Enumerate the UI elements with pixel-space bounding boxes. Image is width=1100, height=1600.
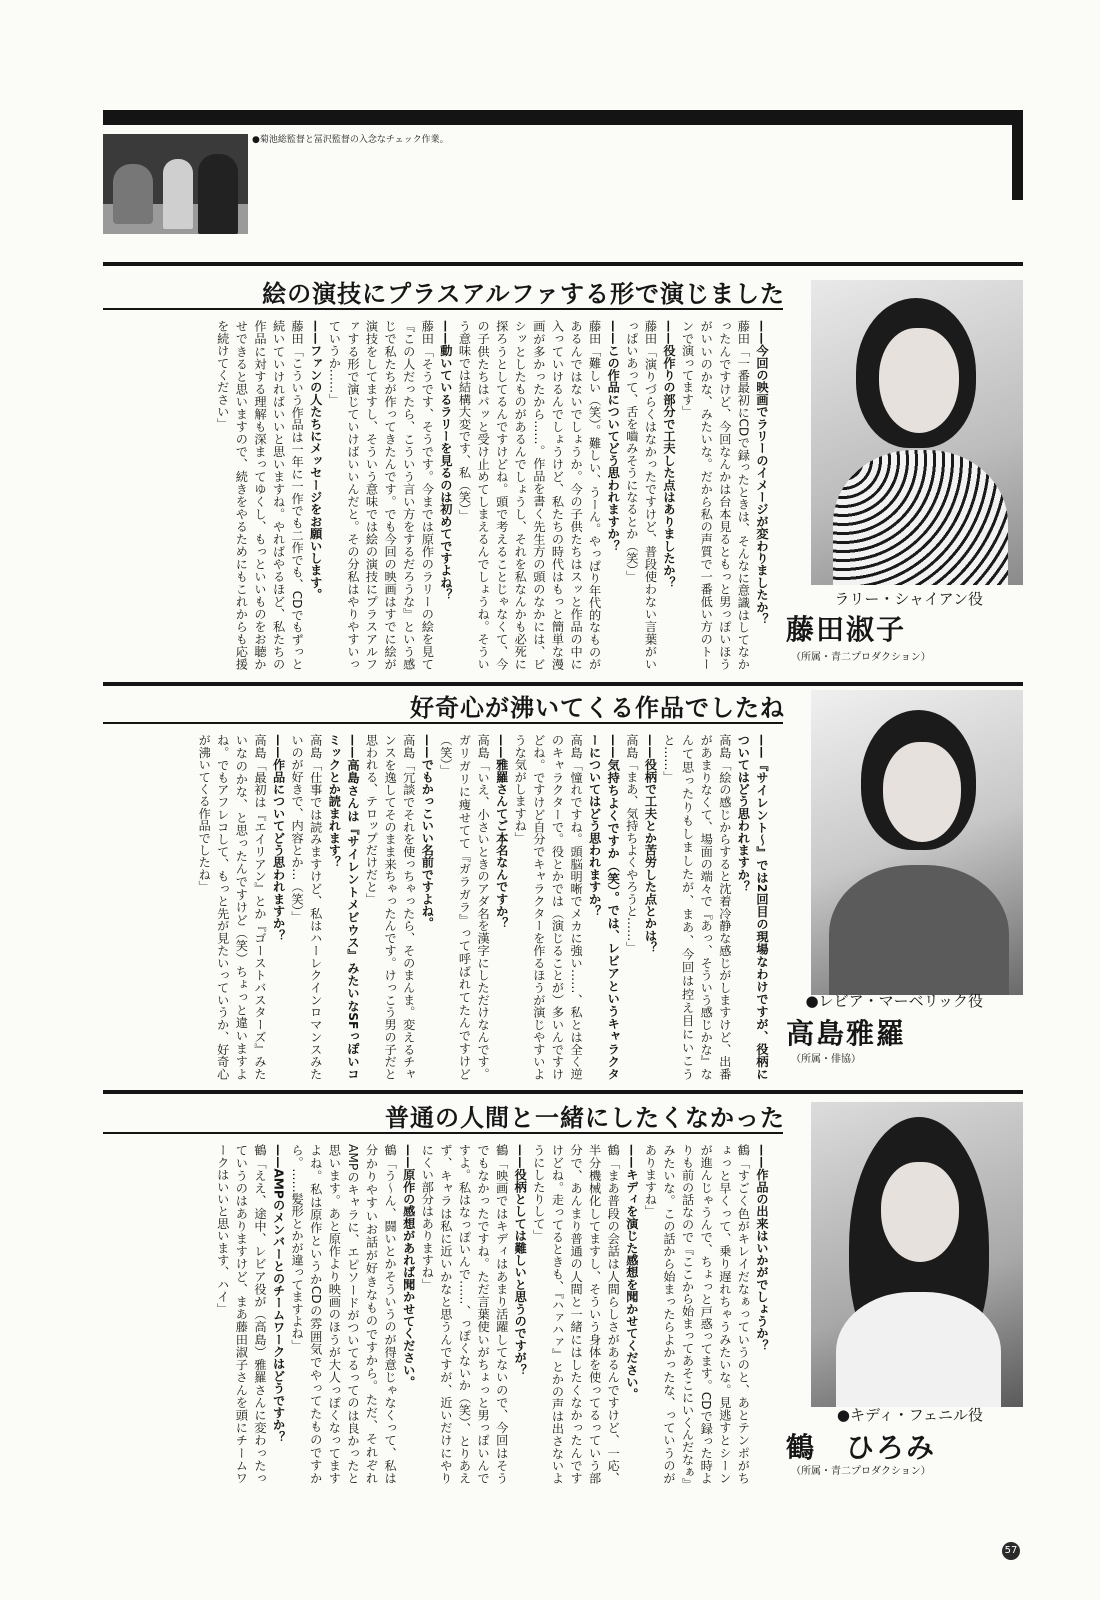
interview-answer: 高島「冗談でそれを使っちゃったら、そのまんま。変えるチャンスを逸してそのまま来ちゃったんです。けっこう男の子だと思われる、テロップだけだと」 bbox=[364, 734, 416, 1080]
interview-question: ——気持ちよくですか（笑）。では、レビアというキャラクターについてはどう思われますか？ bbox=[587, 734, 621, 1080]
actor-name: 藤田淑子 bbox=[786, 613, 907, 646]
interview-question: ——ファンの人たちにメッセージをお願いします。 bbox=[308, 320, 323, 601]
interview-question: ——この作品についてどう思われますか？ bbox=[606, 320, 621, 552]
role-label: ●キディ・フェニル役 bbox=[836, 1406, 983, 1424]
interview-text bbox=[103, 320, 771, 670]
portrait-photo bbox=[811, 280, 1023, 585]
section-title: 絵の演技にプラスアルファする形で演じました bbox=[262, 280, 785, 308]
top-rule-end bbox=[1012, 110, 1023, 200]
title-underline bbox=[103, 722, 783, 724]
interview-answer: 藤田「そうです、そうです。今までは原作のラリーの絵を見て『この人だったら、こういう言い方をするだろうな』という感じで私たちが作ってきたんです。でも今回の映画はすでに絵が演技をしてますし、そういう意味では絵の演技にプラスアルファする形で演じていけばいいんだと。その分私はやりやすいっていうか……」 bbox=[327, 320, 435, 670]
interview-answer: 高島「憧れですね。頭脳明晰でメカに強い……、私とは全く逆のキャラクターで。役とかでは（演じることが）多いんですけどね。ですけど自分でキャラクターを作るほうが演じやすいような気がしますね」 bbox=[513, 734, 584, 1080]
interview-question: ——でもかっこいい名前ですよね。 bbox=[420, 734, 435, 930]
section-title: 好奇心が沸いてくる作品でしたね bbox=[410, 694, 785, 722]
role-label: ●レビア・マーベリック役 bbox=[805, 992, 983, 1010]
interview-question: ——『サイレント〜』では2回目の現場なわけですが、役柄についてはどう思われますか？ bbox=[736, 734, 769, 1080]
interview-answer: 鶴「ええ、途中、レビア役が（高島）雅羅さんに変わったっていうのはありますけど、まあ藤田淑子さんを頭にチームワークはいいと思います、ハイ」 bbox=[215, 1144, 267, 1484]
page-number: 57 bbox=[1002, 1542, 1020, 1560]
title-underline bbox=[103, 1132, 783, 1134]
interview-question: ——今回の映画でラリーのイメージが変わりましたか？ bbox=[755, 320, 769, 625]
section-rule bbox=[103, 682, 1023, 686]
interview-question: ——キディを演じた感想を聞かせてください。 bbox=[624, 1144, 639, 1401]
interview-question: ——高島さんは『サイレントメビウス』みたいなSFっぽいコミックとか読まれます？ bbox=[327, 734, 360, 1080]
interview-section-fujita bbox=[103, 262, 1023, 677]
actor-name: 高島雅羅 bbox=[786, 1017, 907, 1050]
section-rule bbox=[103, 262, 1023, 266]
interview-question: ——AMPのメンバーとのチームワークはどうですか？ bbox=[271, 1144, 286, 1443]
actor-name: 鶴 ひろみ bbox=[786, 1431, 937, 1464]
top-rule bbox=[103, 110, 1023, 125]
interview-answer: 鶴「まあ普段の会話は人間らしさがあるんですけど、一応、半分機械化してますし、そういう身体を使ってるっていう部分で、あんまり普通の人間と一緒にはしたくなかったんですけどね。走ってるときも、『ハァハァ』とかの声は出さないようにしたりして」 bbox=[531, 1144, 621, 1484]
interview-question: ——雅羅さんてご本名なんですか？ bbox=[494, 734, 509, 930]
interview-question: ——役柄としては難しいと思うのですが？ bbox=[513, 1144, 528, 1376]
interview-question: ——役作りの部分で工夫した点はありましたか？ bbox=[662, 320, 677, 589]
interview-text bbox=[103, 734, 771, 1080]
top-photo-caption: ●菊池総監督と冨沢監督の入念なチェック作業。 bbox=[252, 135, 449, 145]
interview-section-takashima bbox=[103, 682, 1023, 1087]
interview-question: ——動いているラリーを見るのは初めてですよね？ bbox=[438, 320, 453, 601]
interview-answer: 鶴「映画ではキディはあまり活躍してないので、今回はそうでもなかったですね。ただ言葉使いがちょっと男っぽいんですよ。私はなっぽいんで……、っぽくないか（笑）、とりあえず、キャラは私に近いかなと思うんですが、近いだけにやりにくい部分はありますね」 bbox=[420, 1144, 509, 1484]
interview-answer: 藤田「難しい（笑）。難しい、うーん。やっぱり年代的なものがあるんではないでしょうか。今の子供たちはスッと作品の中に入っていけるんでしょうけど、私たちの時代はもっと簡単な漫画が多かったから……。作品を書く先生方の頭のなかには、ビシッとしたものがあるんでしょうし、それを私なんかも必死に探ろうとしてるんですけどね。頭で考えることじゃなくて、今の子供たちはパッと受け止めてしまえるんでしょうね。そういう意味では結構大変です、私（笑）」 bbox=[457, 320, 602, 670]
section-title: 普通の人間と一緒にしたくなかった bbox=[385, 1104, 785, 1132]
affiliation: （所属・青二プロダクション） bbox=[791, 1466, 931, 1477]
interview-answer: 高島「いえ、小さいときのアダ名を漢字にしただけなんです。ガリガリに痩せてて『ガラガラ』って呼ばれてたんですけど（笑）」 bbox=[438, 734, 491, 1080]
interview-answer: 高島「まあ、気持ちよくやろうと……」 bbox=[624, 734, 639, 954]
interview-question: ——役柄で工夫とか苦労した点とかは？ bbox=[643, 734, 658, 954]
role-label: ラリー・シャイアン役 bbox=[834, 590, 983, 608]
interview-question: ——作品についてどう思われますか？ bbox=[271, 734, 286, 942]
portrait-photo bbox=[811, 690, 1023, 995]
interview-answer: 鶴「すごく色がキレイだなぁっていうのと、あとテンポがちょっと早くって、乗り遅れちゃうみたいな。見逃すとシーンが進んじゃうんで、ちょっと戸惑ってます。CDで録った時よりも前の話なので『ここから始まってあそこにいくんだなぁ』みたいな。この話から始まったらよかったな、っていうのがありますね」 bbox=[643, 1144, 751, 1484]
interview-answer: 藤田「演りづらくはなかったですけど、普段使わない言葉がいっぱいあって、舌を嚙みそうになるとか（笑）」 bbox=[624, 320, 658, 670]
interview-question: ——原作の感想があれば聞かせてください。 bbox=[401, 1144, 416, 1388]
interview-question: ——作品の出来はいかがでしょうか？ bbox=[755, 1144, 769, 1352]
section-rule bbox=[103, 1090, 1023, 1094]
portrait-photo bbox=[811, 1102, 1023, 1407]
top-photo bbox=[103, 134, 248, 234]
interview-answer: 高島「最初は『エイリアン』とか『ゴーストバスターズ』みたいなのかな、と思ったんですけど（笑）ちょっと違いますよね。でもアフレコして、もっと先が見たいっていうか、好奇心が沸いてくる作品でしたね」 bbox=[197, 734, 267, 1080]
interview-answer: 鶴「う〜ん、闘いとかそういうのが得意じゃなくって、私は分かりやすいお話が好きなものですから。ただ、それぞれAMPのキャラに、エピソードがついてるってのは良かったと思います。あと原作より映画のほうが大人っぽくなってますよね。私は原作というかCDの雰囲気でやってたものですから。……髪形とかが違ってますよね」 bbox=[290, 1144, 398, 1484]
title-underline bbox=[103, 308, 783, 310]
affiliation: （所属・俳協） bbox=[791, 1054, 861, 1065]
interview-answer: 高島「絵の感じからすると沈着冷静な感じがしますけど、出番があまりなくて、場面の端々で『あっ、そういう感じかな』なんて思ったりもしましたが、まあ、今回は控え目にいこうと……」 bbox=[662, 734, 732, 1080]
interview-section-tsuru bbox=[103, 1090, 1023, 1490]
interview-answer: 藤田「こういう作品は一年に一作でも二作でも、CDでもずっと続いていければいいと思いますね。やればやるほど、私たちの作品に対する理解も深まってゆくし、もっといいものをお聴かせできると思いますので、続きをやるためにもこれからも応援を続けてください」 bbox=[215, 320, 305, 670]
interview-answer: 藤田「一番最初にCDで録ったときは、そんなに意識はしてなかったんですけど、今回なんかは台本見るともっと男っぽいほうがいいのかな、みたいな。だから私の声質で一番低い方のトーンで演ってます」 bbox=[680, 320, 751, 670]
interview-answer: 高島「仕事では読みますけど、私はハーレクインロマンスみたいのが好きで、内容とか…（笑）」 bbox=[290, 734, 323, 1080]
affiliation: （所属・青二プロダクション） bbox=[791, 652, 931, 663]
interview-text bbox=[103, 1144, 771, 1484]
